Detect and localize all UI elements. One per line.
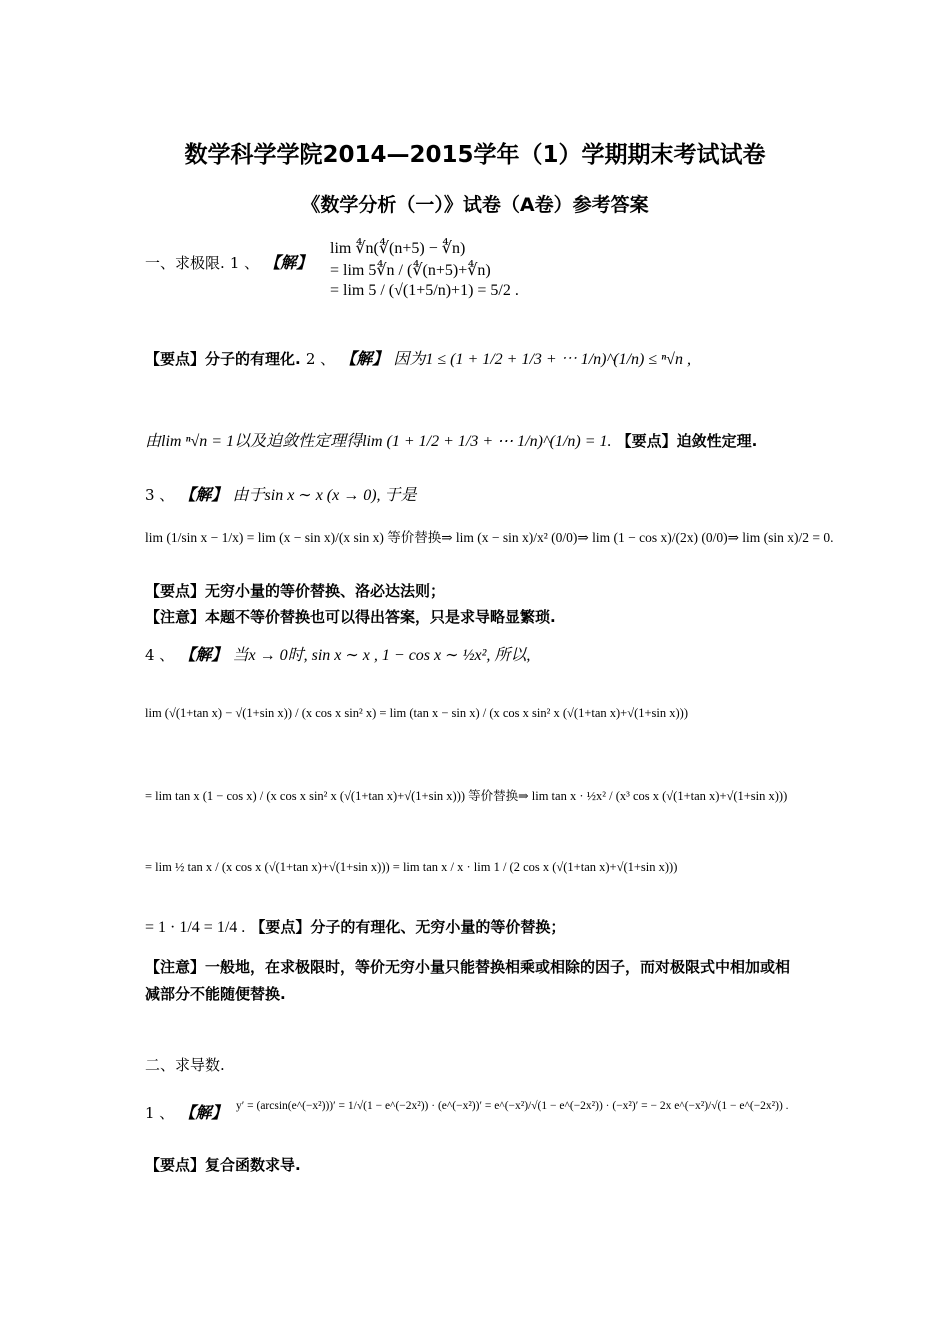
solution-label: 【解】 — [179, 1103, 228, 1122]
problem-1-step1: = lim 5∜n / (∜(n+5)+∜n) — [330, 262, 491, 279]
derivative-1-keypoint: 复合函数求导. — [205, 1156, 301, 1174]
problem-4-keypoint: 分子的有理化、无穷小量的等价替换； — [310, 918, 566, 936]
problem-1-step2: = lim 5 / (√(1+5/n)+1) = 5/2 . — [330, 282, 519, 299]
problem-4-line5: = 1 · 1/4 = 1/4 . — [145, 919, 246, 936]
problem-1-number: 1 、 — [229, 254, 260, 272]
problem-3-keypoint: 无穷小量的等价替换、洛必达法则； — [205, 582, 446, 600]
problem-1-line — [145, 250, 312, 273]
problem-3-line1: 由于sin x ∼ x (x → 0), 于是 — [232, 487, 417, 504]
problem-2-line1: 因为1 ≤ (1 + 1/2 + 1/3 + ⋯ 1/n)^(1/n) ≤ ⁿ√n , — [393, 351, 691, 368]
problem-4-line1: 当x → 0时, sin x ∼ x , 1 − cos x ∼ ½x², 所以, — [232, 647, 531, 664]
solution-label: 【解】 — [179, 645, 228, 664]
problem-1-eq1 — [330, 260, 491, 280]
problem-4-number: 4 、 — [145, 646, 175, 664]
problem-1-key-line — [145, 346, 691, 369]
exam-title: 数学科学学院2014—2015学年（1）学期期末考试试卷 — [184, 142, 766, 168]
problem-3-line2: lim (1/sin x − 1/x) = lim (x − sin x)/(x sin x) 等价替换⇒ lim (x − sin x)/x² (0/0)⇒ lim (1 − cos x)/(2x) (0/0)⇒ lim (sin x)/2 = 0. — [145, 530, 834, 545]
problem-4-line1-row — [145, 642, 530, 665]
problem-3-note: 本题不等价替换也可以得出答案，只是求导略显繁琐. — [205, 608, 556, 626]
problem-2-number: 2 、 — [305, 350, 336, 368]
section-2-heading: 二、求导数. — [145, 1056, 225, 1074]
problem-1-eq2 — [330, 282, 519, 300]
problem-4-note: 一般地，在求极限时，等价无穷小量只能替换相乘或相除的因子，而对极限式中相加或相减部分不能随便替换. — [145, 958, 791, 1003]
problem-1-formula — [330, 238, 465, 258]
problem-3-number: 3 、 — [145, 486, 175, 504]
problem-4-line2: lim (√(1+tan x) − √(1+sin x)) / (x cos x sin² x) = lim (tan x − sin x) / (x cos x sin² x (√(1+tan x)+√(1+sin x))) — [145, 706, 688, 720]
derivative-1-row — [145, 1100, 227, 1123]
key-label: 【要点】 — [145, 1156, 206, 1174]
note-label: 【注意】 — [145, 608, 206, 626]
problem-4-line5-row — [145, 916, 565, 937]
key-label: 【要点】 — [145, 350, 206, 368]
key-label: 【要点】 — [145, 582, 206, 600]
problem-1-lhs: lim ∜n(∜(n+5) − ∜n) — [330, 240, 466, 257]
derivative-1-formula: y′ = (arcsin(e^(−x²)))′ = 1/√(1 − e^(−2x²)) · (e^(−x²))′ = e^(−x²)/√(1 − e^(−2x²)) · (−x²)′ = − 2x e^(−x²)/√(1 − e^(−2x²)) . — [236, 1100, 789, 1112]
problem-4-note-row — [145, 954, 805, 1008]
problem-1-keypoint: 分子的有理化. — [205, 350, 301, 368]
solution-label: 【解】 — [179, 485, 228, 504]
problem-4-line3: = lim tan x (1 − cos x) / (x cos x sin² x (√(1+tan x)+√(1+sin x))) 等价替换⇒ lim tan x · ½x² / (x³ cos x (√(1+tan x)+√(1+sin x))) — [145, 789, 788, 803]
section-1-heading: 一、求极限. — [145, 254, 225, 272]
problem-2-keypoint: 迫敛性定理. — [676, 432, 758, 450]
note-label: 【注意】 — [145, 958, 206, 976]
exam-subtitle: 《数学分析（一）》试卷（A卷）参考答案 — [301, 194, 649, 216]
problem-2-line2-row — [145, 428, 757, 451]
key-label: 【要点】 — [616, 432, 677, 450]
solution-label: 【解】 — [340, 349, 389, 368]
problem-3-key-row — [145, 580, 445, 601]
key-label: 【要点】 — [250, 918, 311, 936]
derivative-1-number: 1 、 — [145, 1104, 175, 1122]
problem-3-line1-row — [145, 482, 417, 505]
solution-label: 【解】 — [264, 253, 313, 272]
derivative-1-key-row — [145, 1154, 301, 1175]
problem-2-line2: 由lim ⁿ√n = 1以及迫敛性定理得lim (1 + 1/2 + 1/3 + ⋯ 1/n)^(1/n) = 1. — [145, 433, 612, 450]
problem-3-note-row — [145, 606, 556, 627]
problem-4-line4: = lim ½ tan x / (x cos x (√(1+tan x)+√(1+sin x))) = lim tan x / x · lim 1 / (2 cos x (√(1+tan x)+√(1+sin x))) — [145, 860, 678, 874]
